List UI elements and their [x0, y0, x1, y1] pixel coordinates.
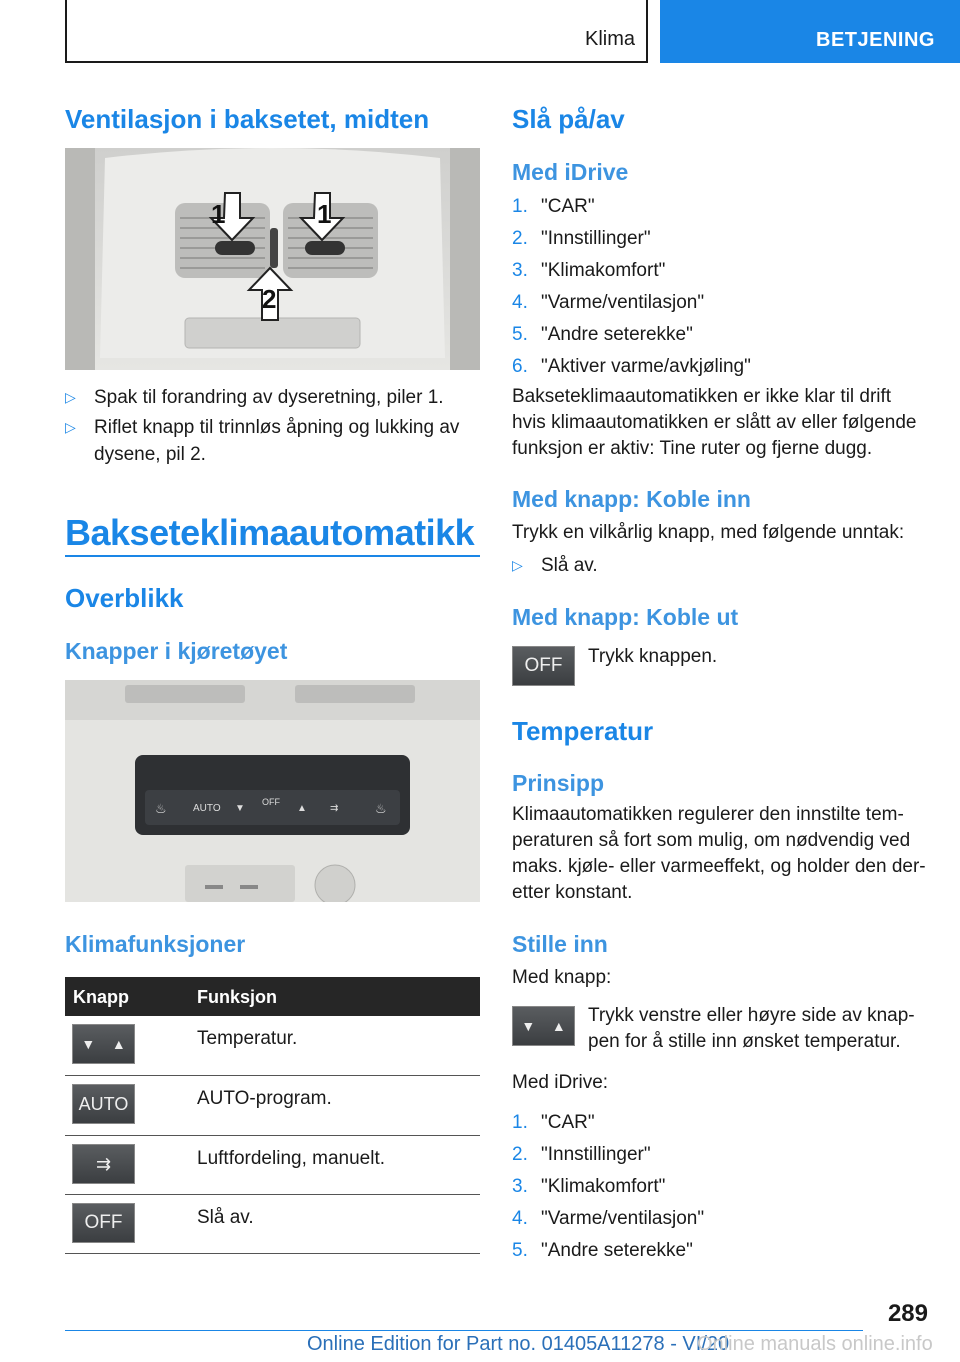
- main-title: Bakseteklimaautomatikk: [65, 512, 475, 553]
- sla-title: Slå på/av: [512, 104, 625, 134]
- triangle-bullet-icon: ▷: [65, 419, 76, 435]
- temperature-buttons-icon: ▼ ▲: [72, 1024, 135, 1064]
- table-row-divider: [65, 1194, 480, 1195]
- table-header: [65, 977, 480, 1016]
- arrow-label-1a: 1: [211, 199, 226, 229]
- svg-text:▲: ▲: [297, 803, 307, 814]
- panel-auto-label: AUTO: [193, 803, 221, 814]
- koble-inn-heading: Med knapp: Koble inn: [512, 486, 751, 512]
- prinsipp-heading: Prinsipp: [512, 770, 605, 796]
- med-idrive-heading: Med iDrive: [512, 159, 629, 185]
- temperatur-heading: Temperatur: [512, 716, 654, 746]
- page-number: 289: [887, 1300, 928, 1327]
- table-cell-function: Temperatur.: [197, 1028, 298, 1049]
- auto-button-icon: AUTO: [72, 1084, 135, 1124]
- table-header-knapp: Knapp: [73, 987, 129, 1007]
- header-section: Klima: [584, 28, 635, 50]
- table-cell-function: AUTO-program.: [197, 1088, 332, 1109]
- control-panel-photo: [65, 680, 480, 902]
- vent-title: Ventilasjon i baksetet, midten: [65, 104, 430, 134]
- triangle-bullet-icon: ▷: [65, 389, 76, 405]
- paragraph: Med iDrive:: [512, 1072, 609, 1093]
- svg-text:♨: ♨: [375, 801, 387, 816]
- off-button-icon: OFF: [512, 646, 575, 686]
- panel-off-label: OFF: [262, 797, 280, 807]
- stille-inn-heading: Stille inn: [512, 931, 608, 957]
- title-rule: [65, 555, 480, 557]
- svg-text:♨: ♨: [155, 801, 167, 816]
- knapper-heading: Knapper i kjøretøyet: [65, 638, 288, 664]
- rear-vent-photo: [65, 148, 480, 370]
- paragraph: Trykk knappen.: [588, 646, 718, 667]
- table-cell-function: Slå av.: [197, 1207, 254, 1228]
- svg-text:⇉: ⇉: [330, 803, 339, 814]
- header-box: [65, 0, 648, 63]
- paragraph: Trykk en vilkårlig knapp, med følgende unntak:: [512, 522, 905, 543]
- paragraph: Bakseteklimaautomatikken er ikke klar til drift hvis klimaautomatikken er slått av eller følgende funksjon er aktiv: Tine ruter og fjerne dugg.: [512, 386, 917, 459]
- arrow-label-1b: 1: [317, 199, 332, 229]
- edition-text: Online Edition for Part no. 01405A11278 - VI/20: [307, 1333, 730, 1355]
- table-row-divider: [65, 1135, 480, 1136]
- klimafunksjoner-heading: Klimafunksjoner: [65, 931, 246, 957]
- watermark: Online manuals online.info: [697, 1333, 933, 1355]
- arrow-label-2: 2: [262, 284, 277, 314]
- air-distribution-icon: ⇉: [72, 1144, 135, 1184]
- control-panel-illustration: [65, 680, 480, 902]
- triangle-bullet-icon: ▷: [512, 557, 523, 573]
- koble-ut-heading: Med knapp: Koble ut: [512, 604, 739, 630]
- table-header-funksjon: Funksjon: [197, 987, 277, 1007]
- table-cell-function: Luftfordeling, manuelt.: [197, 1148, 386, 1169]
- paragraph: Trykk venstre eller høyre side av knap-pen for å stille inn ønsket temperatur.: [588, 1005, 915, 1052]
- table-row-divider: [65, 1075, 480, 1076]
- table-row-divider: [65, 1253, 480, 1254]
- paragraph: Klimaautomatikken regulerer den innstilte tem-peraturen så fort som mulig, om nødvendig ved maks. kjøle- eller varmeeffekt, og holder den der-etter konstant.: [512, 804, 926, 903]
- temperature-buttons-icon: ▼ ▲: [512, 1006, 575, 1046]
- off-button-icon: OFF: [72, 1203, 135, 1243]
- rear-vent-illustration: [65, 148, 480, 370]
- footer-rule: [65, 1330, 863, 1331]
- header-chapter: BETJENING: [816, 29, 935, 51]
- overblikk-heading: Overblikk: [65, 583, 184, 613]
- svg-text:▼: ▼: [235, 803, 245, 814]
- paragraph: Med knapp:: [512, 967, 612, 988]
